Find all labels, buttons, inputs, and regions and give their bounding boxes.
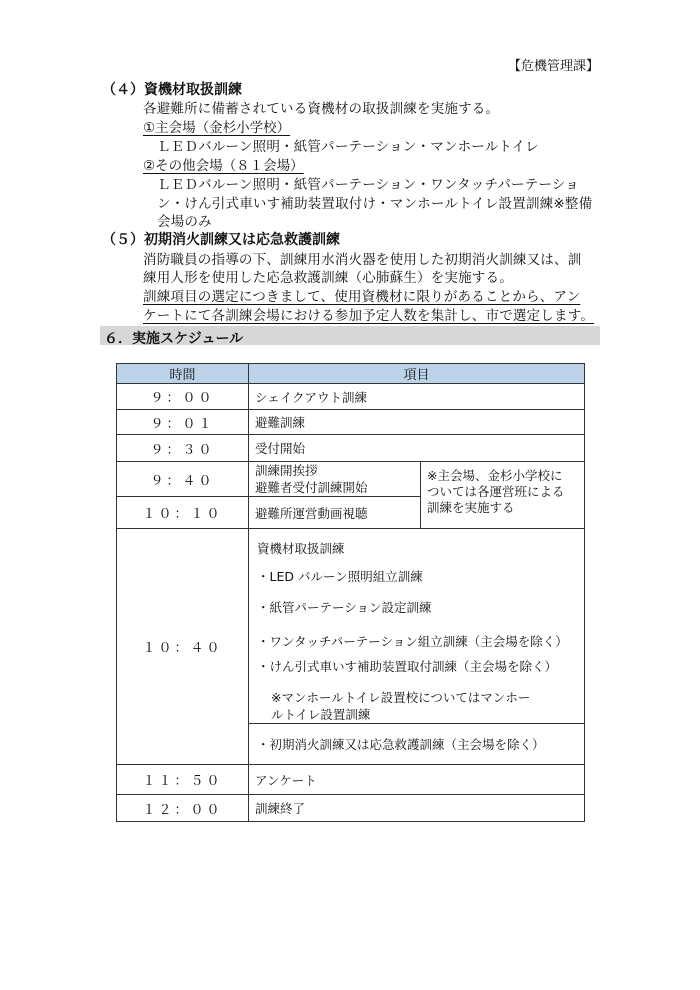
item-cell: 受付開始 <box>249 435 585 462</box>
training-item: ・ワンタッチパーテーション組立訓練（主会場を除く） <box>257 634 568 649</box>
section5-line3: 訓練項目の選定につきまして、使用資機材に限りがあることから、アン <box>143 289 581 305</box>
header-time: 時間 <box>117 364 249 384</box>
item-cell: シェイクアウト訓練 <box>249 384 585 410</box>
table-row <box>117 462 585 497</box>
training-item: ・紙管パーテーション設定訓練 <box>257 600 432 615</box>
side-note-line: ※主会場、金杉小学校に <box>427 468 563 483</box>
main-venue-items: ＬＥＤバルーン照明・紙管パーテーション・マンホールトイレ <box>157 139 539 155</box>
item-cell: 訓練終了 <box>249 795 585 822</box>
time-cell: ９：００ <box>117 384 249 410</box>
time-cell: １２：００ <box>117 795 249 822</box>
table-header-row <box>117 364 585 384</box>
section6-heading: ６．実施スケジュール <box>104 331 244 347</box>
table-row <box>117 765 585 795</box>
time-cell: １０：４０ <box>117 529 249 765</box>
row-divider <box>249 723 584 724</box>
schedule-table <box>116 363 585 822</box>
section5-line1: 消防職員の指導の下、訓練用水消火器を使用した初期消火訓練又は、訓 <box>143 252 582 268</box>
section5-line4: ケートにて各訓練会場における参加予定人数を集計し、市で選定します。 <box>143 308 595 324</box>
item-cell: 避難訓練 <box>249 410 585 435</box>
training-note: ※マンホールトイレ設置校についてはマンホー <box>271 690 531 705</box>
department-label: 【危機管理課】 <box>508 59 600 74</box>
item-line: 訓練開挨拶 <box>255 463 318 478</box>
other-venue-line2: ン・けん引式車いす補助装置取付け・マンホールトイレ設置訓練※整備 <box>157 196 593 212</box>
section5-line2: 練用人形を使用した応急救護訓練（心肺蘇生）を実施する。 <box>143 270 513 286</box>
time-cell: ９：３０ <box>117 435 249 462</box>
section4-intro: 各避難所に備蓄されている資機材の取扱訓練を実施する。 <box>143 101 500 117</box>
item-cell: 避難所運営動画視聴 <box>249 497 421 529</box>
side-note-cell <box>421 462 585 529</box>
item-cell: アンケート <box>249 765 585 795</box>
time-cell: ９：４０ <box>117 462 249 497</box>
time-cell: １１：５０ <box>117 765 249 795</box>
time-cell: １０：１０ <box>117 497 249 529</box>
table-row <box>117 795 585 822</box>
training-item: ・初期消火訓練又は応急救護訓練（主会場を除く） <box>257 737 545 752</box>
side-note-line: 訓練を実施する <box>427 500 515 515</box>
table-row <box>117 410 585 435</box>
section4-heading: （４）資機材取扱訓練 <box>102 82 242 98</box>
header-item: 項目 <box>249 364 585 384</box>
item-cell-training <box>249 529 585 765</box>
side-note-line: ついては各運営班による <box>427 484 565 499</box>
item-line: 避難者受付訓練開始 <box>255 480 368 495</box>
training-item: ・LED バルーン照明組立訓練 <box>257 569 423 584</box>
item-cell <box>249 462 421 497</box>
training-item: ・けん引式車いす補助装置取付訓練（主会場を除く） <box>257 659 558 674</box>
other-venue-line1: ＬＥＤバルーン照明・紙管パーテーション・ワンタッチパーテーショ <box>157 177 579 193</box>
section5-heading: （５）初期消火訓練又は応急救護訓練 <box>102 232 340 248</box>
other-venue-line3: 会場のみ <box>157 214 212 230</box>
main-venue-label: ①主会場（金杉小学校） <box>143 120 291 136</box>
other-venue-label: ②その他会場（８１会場） <box>143 158 304 174</box>
training-note: ルトイレ設置訓練 <box>271 707 371 722</box>
table-row <box>117 384 585 410</box>
time-cell: ９：０１ <box>117 410 249 435</box>
table-row <box>117 435 585 462</box>
table-row <box>117 529 585 765</box>
training-title: 資機材取扱訓練 <box>257 541 345 556</box>
